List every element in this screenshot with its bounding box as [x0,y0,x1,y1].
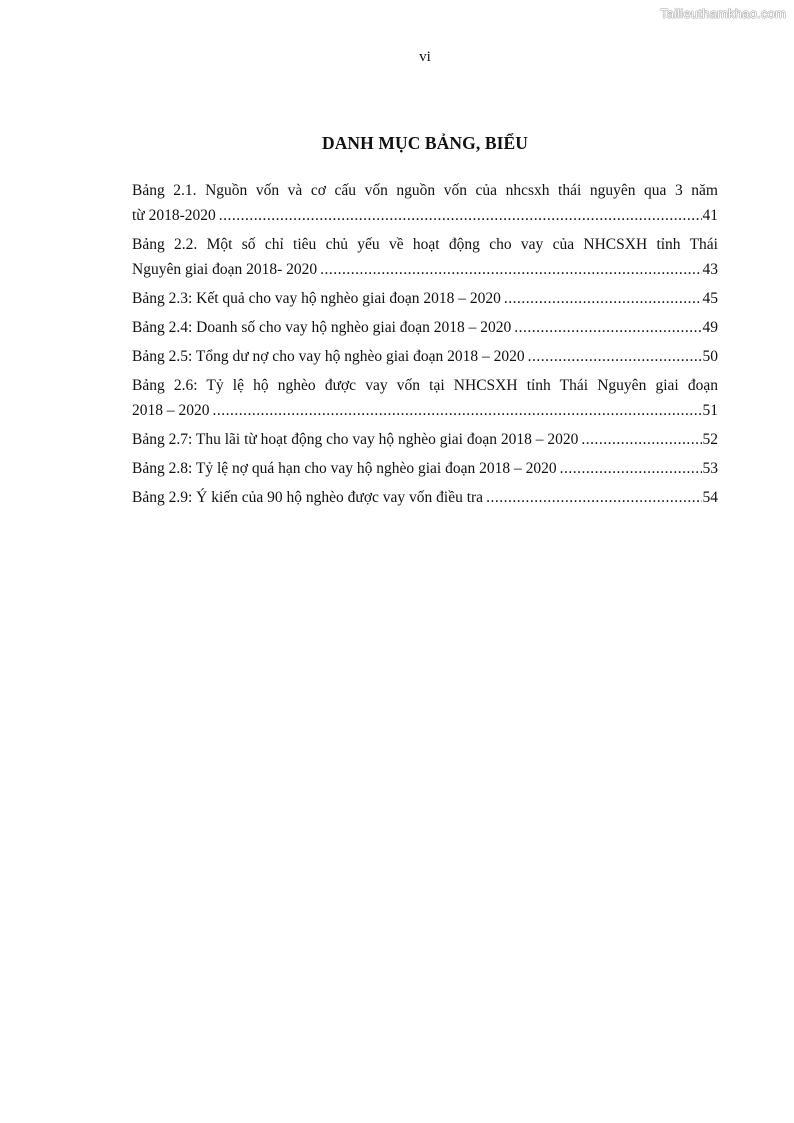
toc-entry-2-7[interactable] [132,427,718,452]
toc-entry-text: Bảng 2.6: Tỷ lệ hộ nghèo được vay vốn tại NHCSXH tỉnh Thái Nguyên giai đoạn [132,377,718,394]
toc-entry-2-8[interactable] [132,456,718,481]
toc-page-number: 54 [702,489,718,506]
page-title: DANH MỤC BẢNG, BIỂU [321,133,529,153]
toc-entry-text-continued: từ 2018-2020 [132,207,216,224]
toc-entry-2-6[interactable] [132,373,718,423]
toc-entry-text: Bảng 2.3: Kết quả cho vay hộ nghèo giai đoạn 2018 – 2020 [132,290,501,307]
toc-entry-text: Bảng 2.1. Nguồn vốn và cơ cấu vốn nguồn vốn của nhcsxh thái nguyên qua 3 năm [132,182,718,199]
toc-entry-2-5[interactable] [132,344,718,369]
dot-leader [504,286,702,311]
dot-leader [219,203,702,228]
toc-entry-2-9[interactable] [132,485,718,510]
watermark-text: Tailieuthamkhao.com [660,6,786,21]
toc-page-number: 43 [702,261,718,278]
toc-entry-2-2[interactable] [132,232,718,282]
toc-entry-text: Bảng 2.8: Tỷ lệ nợ quá hạn cho vay hộ nghèo giai đoạn 2018 – 2020 [132,460,557,477]
dot-leader [514,315,701,340]
toc-page-number: 51 [702,402,718,419]
dot-leader [581,427,701,452]
dot-leader [486,485,701,510]
toc-entry-text: Bảng 2.9: Ý kiến của 90 hộ nghèo được vay vốn điều tra [132,489,484,506]
toc-page-number: 49 [702,319,718,336]
page-number: vi [419,49,431,65]
toc-entry-text: Bảng 2.5: Tổng dư nợ cho vay hộ nghèo giai đoạn 2018 – 2020 [132,348,525,365]
toc-page-number: 50 [702,348,718,365]
toc-entry-text: Bảng 2.2. Một số chỉ tiêu chủ yếu về hoạt động cho vay của NHCSXH tỉnh Thái [132,236,718,253]
toc-page-number: 53 [702,460,718,477]
toc-entry-2-3[interactable] [132,286,718,311]
dot-leader [213,398,702,423]
toc-page-number: 45 [702,290,718,307]
toc-entry-text: Bảng 2.7: Thu lãi từ hoạt động cho vay hộ nghèo giai đoạn 2018 – 2020 [132,431,579,448]
toc-entry-text-continued: Nguyên giai đoạn 2018- 2020 [132,261,318,278]
toc-page-number: 52 [702,431,718,448]
toc-entry-text: Bảng 2.4: Doanh số cho vay hộ nghèo giai đoạn 2018 – 2020 [132,319,512,336]
toc-entry-text-continued: 2018 – 2020 [132,402,210,419]
toc-page-number: 41 [702,207,718,224]
toc-entry-2-1[interactable] [132,178,718,228]
dot-leader [528,344,702,369]
toc-entry-2-4[interactable] [132,315,718,340]
table-of-contents [132,178,718,514]
dot-leader [560,456,702,481]
dot-leader [320,257,701,282]
